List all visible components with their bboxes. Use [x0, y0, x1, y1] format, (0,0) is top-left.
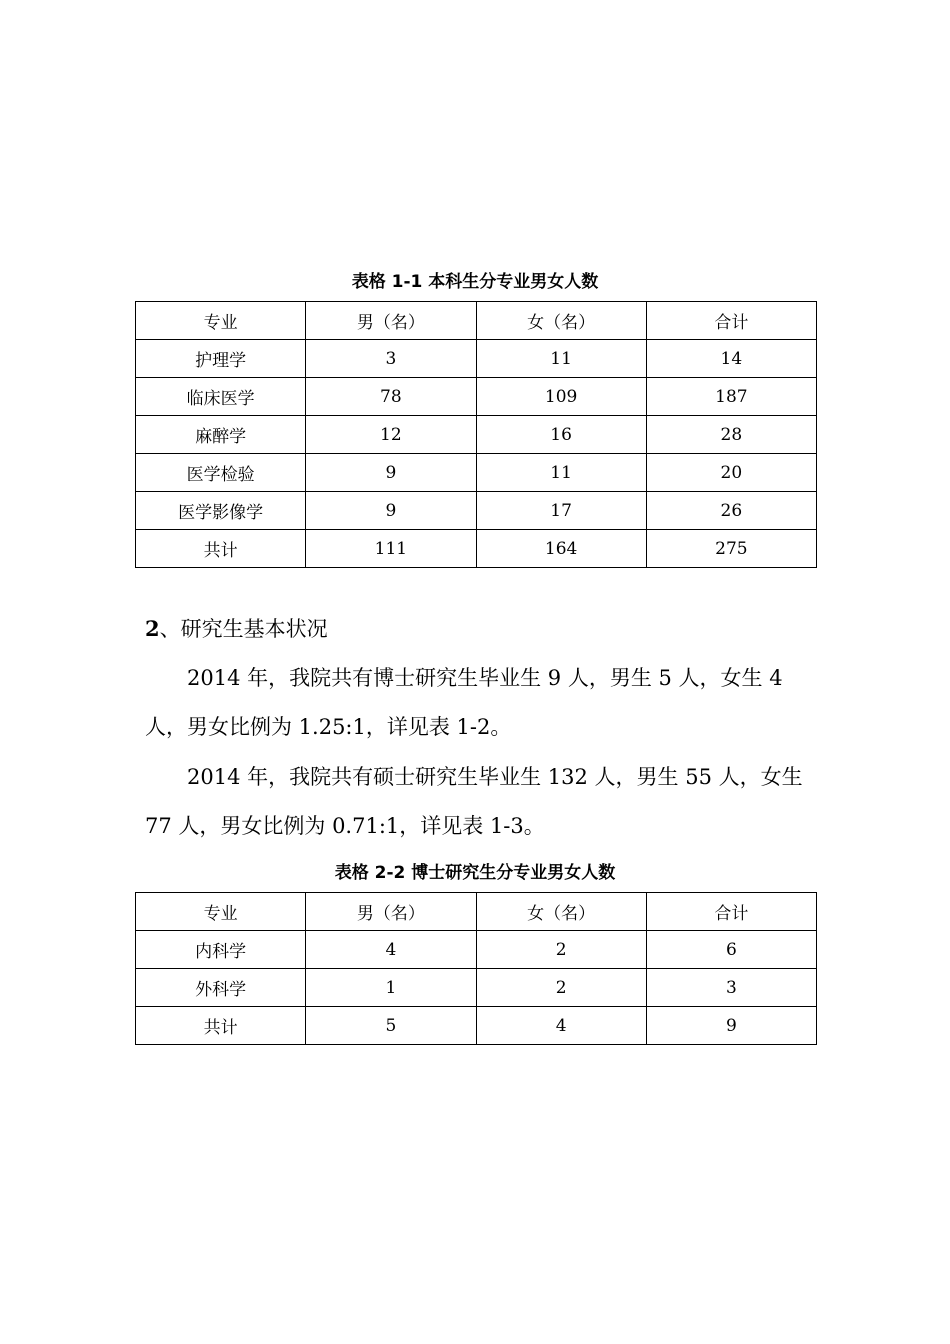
- cell-major: 护理学: [136, 340, 306, 378]
- cell-major: 外科学: [136, 969, 306, 1007]
- table-header-row: [136, 893, 817, 931]
- header-male: 男（名）: [306, 302, 476, 340]
- cell-male: 12: [306, 416, 476, 454]
- section-title: 、研究生基本状况: [159, 617, 328, 641]
- cell-major: 共计: [136, 530, 306, 568]
- table-row: [136, 492, 817, 530]
- header-major: 专业: [136, 302, 306, 340]
- cell-major: 麻醉学: [136, 416, 306, 454]
- section-number: 2: [145, 616, 160, 641]
- cell-female: 17: [476, 492, 646, 530]
- cell-total: 187: [646, 378, 816, 416]
- table-row: [136, 969, 817, 1007]
- cell-male: 3: [306, 340, 476, 378]
- header-female: 女（名）: [476, 893, 646, 931]
- cell-major: 医学检验: [136, 454, 306, 492]
- header-major: 专业: [136, 893, 306, 931]
- table-row: [136, 454, 817, 492]
- cell-major: 医学影像学: [136, 492, 306, 530]
- cell-male: 9: [306, 492, 476, 530]
- cell-total: 20: [646, 454, 816, 492]
- header-total: 合计: [646, 302, 816, 340]
- cell-female: 16: [476, 416, 646, 454]
- cell-major: 内科学: [136, 931, 306, 969]
- table-row: [136, 931, 817, 969]
- table-row: [136, 416, 817, 454]
- table-2-caption: 表格 2-2 博士研究生分专业男女人数: [334, 863, 616, 883]
- cell-total: 28: [646, 416, 816, 454]
- cell-female: 109: [476, 378, 646, 416]
- cell-male: 5: [306, 1007, 476, 1045]
- cell-male: 9: [306, 454, 476, 492]
- header-total: 合计: [646, 893, 816, 931]
- cell-major: 共计: [136, 1007, 306, 1045]
- section-heading: [145, 614, 328, 644]
- cell-male: 4: [306, 931, 476, 969]
- cell-female: 164: [476, 530, 646, 568]
- header-female: 女（名）: [476, 302, 646, 340]
- cell-total: 26: [646, 492, 816, 530]
- cell-total: 3: [646, 969, 816, 1007]
- table-row: [136, 378, 817, 416]
- table-total-row: [136, 530, 817, 568]
- paragraph-masters: 2014 年，我院共有硕士研究生毕业生 132 人，男生 55 人，女生 77 人，男女比例为 0.71:1，详见表 1-3。: [145, 765, 803, 838]
- cell-female: 2: [476, 969, 646, 1007]
- cell-male: 111: [306, 530, 476, 568]
- cell-female: 11: [476, 340, 646, 378]
- table-total-row: [136, 1007, 817, 1045]
- cell-total: 6: [646, 931, 816, 969]
- table-header-row: [136, 302, 817, 340]
- cell-female: 2: [476, 931, 646, 969]
- table-1-caption: 表格 1-1 本科生分专业男女人数: [351, 272, 599, 292]
- cell-female: 4: [476, 1007, 646, 1045]
- cell-male: 78: [306, 378, 476, 416]
- paragraph-doctoral: 2014 年，我院共有博士研究生毕业生 9 人，男生 5 人，女生 4 人，男女比例为 1.25:1，详见表 1-2。: [145, 666, 783, 739]
- cell-total: 275: [646, 530, 816, 568]
- cell-major: 临床医学: [136, 378, 306, 416]
- doctoral-gender-table: [135, 892, 817, 1045]
- cell-total: 14: [646, 340, 816, 378]
- cell-total: 9: [646, 1007, 816, 1045]
- cell-male: 1: [306, 969, 476, 1007]
- table-row: [136, 340, 817, 378]
- undergraduate-gender-table: [135, 301, 817, 568]
- cell-female: 11: [476, 454, 646, 492]
- header-male: 男（名）: [306, 893, 476, 931]
